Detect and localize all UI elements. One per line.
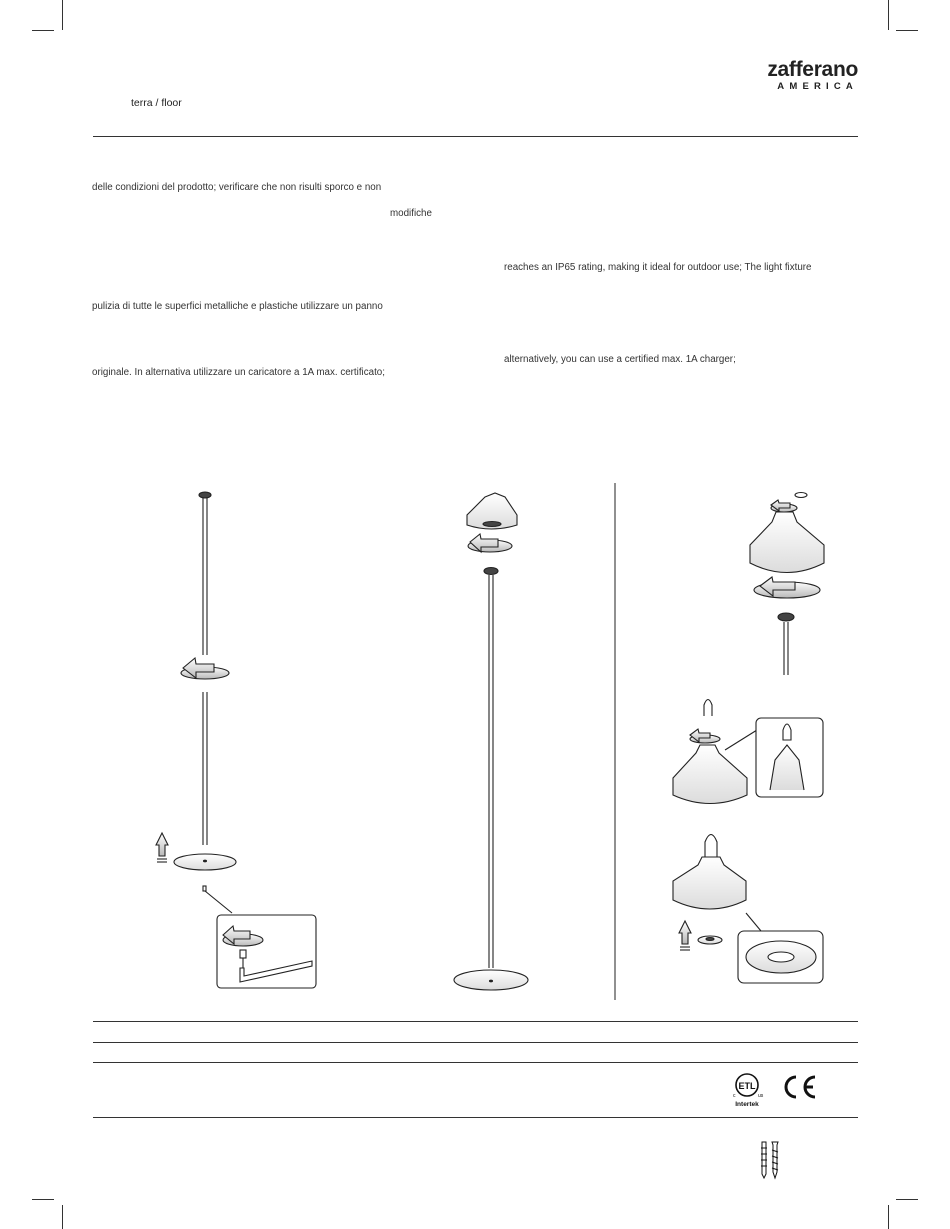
english-text-line-1: reaches an IP65 rating, making it ideal for outdoor use; The light fixture bbox=[504, 262, 812, 273]
english-text-line-2: alternatively, you can use a certified max. 1A charger; bbox=[504, 354, 736, 365]
up-arrow-icon-2 bbox=[679, 921, 691, 950]
footer-divider-3 bbox=[93, 1062, 858, 1063]
small-washer-icon bbox=[795, 493, 807, 498]
rod-top-cap-icon bbox=[484, 568, 498, 575]
italian-text-line-2: modifiche bbox=[390, 208, 432, 219]
footer-divider-2 bbox=[93, 1042, 858, 1043]
rod-top-cap-icon bbox=[199, 492, 211, 498]
italian-text-line-1: delle condizioni del prodotto; verificare che non risulti sporco e non bbox=[92, 182, 382, 193]
rotate-arrow-icon bbox=[181, 658, 229, 679]
ce-mark-icon bbox=[780, 1074, 820, 1100]
screw-icon bbox=[203, 886, 206, 891]
etl-c-label: c bbox=[733, 1093, 736, 1099]
detail-box-1 bbox=[217, 915, 316, 988]
lamp-head-shade-icon-2 bbox=[673, 745, 747, 804]
loop-rotate-arrow-icon bbox=[690, 729, 720, 743]
step-1-rod-assembly bbox=[156, 492, 316, 988]
step-3-head-assembly bbox=[673, 493, 824, 984]
up-arrow-icon bbox=[156, 833, 168, 862]
italian-text-line-3: pulizia di tutte le superfici metalliche e plastiche utilizzare un panno bbox=[92, 301, 383, 312]
wall-plug-and-screw-icon bbox=[757, 1140, 783, 1180]
brand-logo-name: zafferano bbox=[767, 58, 858, 81]
etl-us-label: us bbox=[758, 1093, 764, 1099]
brand-logo-subtitle: AMERICA bbox=[777, 81, 858, 92]
head-top-rotate-arrow-icon bbox=[771, 500, 797, 512]
shade-rotate-arrow-icon bbox=[468, 534, 512, 552]
lamp-head-shade-icon-3 bbox=[673, 857, 746, 909]
etl-intertek-mark-icon bbox=[728, 1070, 768, 1110]
hanging-loop-icon bbox=[704, 700, 712, 717]
intertek-label: Intertek bbox=[735, 1101, 759, 1108]
rod-top-cap-icon bbox=[778, 613, 794, 621]
step-2-lamp-assembly bbox=[454, 493, 528, 990]
hanging-loop-icon-2 bbox=[705, 835, 717, 858]
lamp-head-shade-icon bbox=[750, 512, 824, 573]
head-rotate-arrow-icon bbox=[754, 577, 820, 598]
product-category: terra / floor bbox=[131, 97, 182, 109]
italian-text-line-4: originale. In alternativa utilizzare un caricatore a 1A max. certificato; bbox=[92, 367, 385, 378]
footer-divider-1 bbox=[93, 1021, 858, 1022]
svg-text:ETL: ETL bbox=[738, 1081, 756, 1091]
footer-divider-4 bbox=[93, 1117, 858, 1118]
